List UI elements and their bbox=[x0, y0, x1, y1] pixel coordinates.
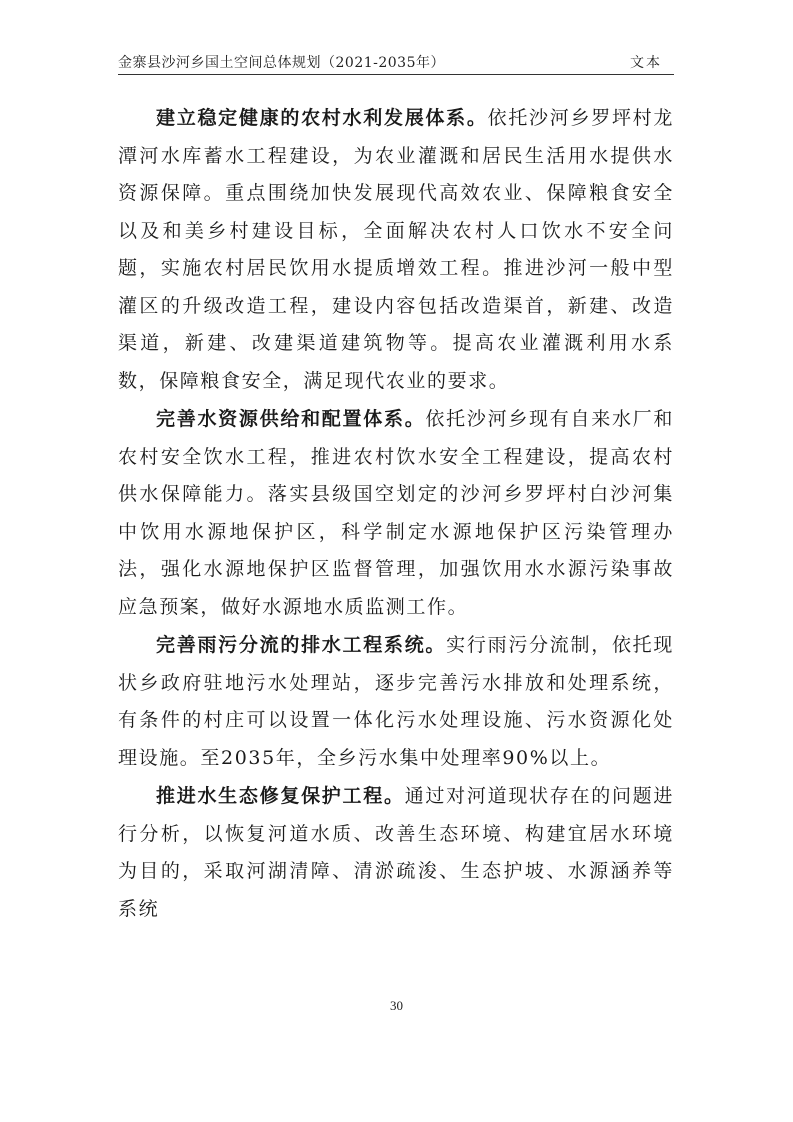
header-title: 金寨县沙河乡国土空间总体规划（2021-2035年） bbox=[118, 55, 445, 71]
paragraph-text: 依托沙河乡现有自来水厂和农村安全饮水工程，推进农村饮水安全工程建设，提高农村供水保障能力。落实县级国空划定的沙河乡罗坪村白沙河集中饮用水源地保护区，科学制定水源地保护区污染管理办法，强化水源地保护区监督管理，加强饮用水水源污染事故应急预案，做好水源地水质监测工作。 bbox=[118, 408, 674, 618]
paragraph-water-supply-system bbox=[118, 401, 674, 626]
running-header bbox=[118, 52, 674, 76]
paragraph-text: 实行雨污分流制，依托现状乡政府驻地污水处理站，逐步完善污水排放和处理系统，有条件的村庄可以设置一体化污水处理设施、污水资源化处理设施。至2035年，全乡污水集中处理率90%以上。 bbox=[118, 634, 675, 769]
paragraph-heading: 建立稳定健康的农村水利发展体系。 bbox=[156, 107, 488, 129]
paragraph-heading: 推进水生态修复保护工程。 bbox=[156, 785, 405, 807]
paragraph-water-ecology-restoration bbox=[118, 778, 674, 928]
paragraph-text: 通过对河道现状存在的问题进行分析，以恢复河道水质、改善生态环境、构建宜居水环境为目的，采取河湖清障、清淤疏浚、生态护坡、水源涵养等系统 bbox=[118, 785, 674, 920]
page-number: 30 bbox=[390, 998, 403, 1013]
header-label: 文本 bbox=[630, 55, 662, 71]
paragraph-drainage-system bbox=[118, 627, 674, 777]
paragraph-heading: 完善水资源供给和配置体系。 bbox=[156, 408, 426, 430]
paragraph-rural-water-system bbox=[118, 100, 674, 400]
paragraph-text: 依托沙河乡罗坪村龙潭河水库蓄水工程建设，为农业灌溉和居民生活用水提供水资源保障。重点围绕加快发展现代高效农业、保障粮食安全以及和美乡村建设目标，全面解决农村人口饮水不安全问题，实施农村居民饮用水提质增效工程。推进沙河一般中型灌区的升级改造工程，建设内容包括改造渠首，新建、改造渠道，新建、改建渠道建筑物等。提高农业灌溉利用水系数，保障粮食安全，满足现代农业的要求。 bbox=[118, 107, 674, 392]
body-text bbox=[118, 100, 674, 928]
paragraph-heading: 完善雨污分流的排水工程系统。 bbox=[156, 634, 447, 656]
header-divider bbox=[118, 74, 674, 75]
